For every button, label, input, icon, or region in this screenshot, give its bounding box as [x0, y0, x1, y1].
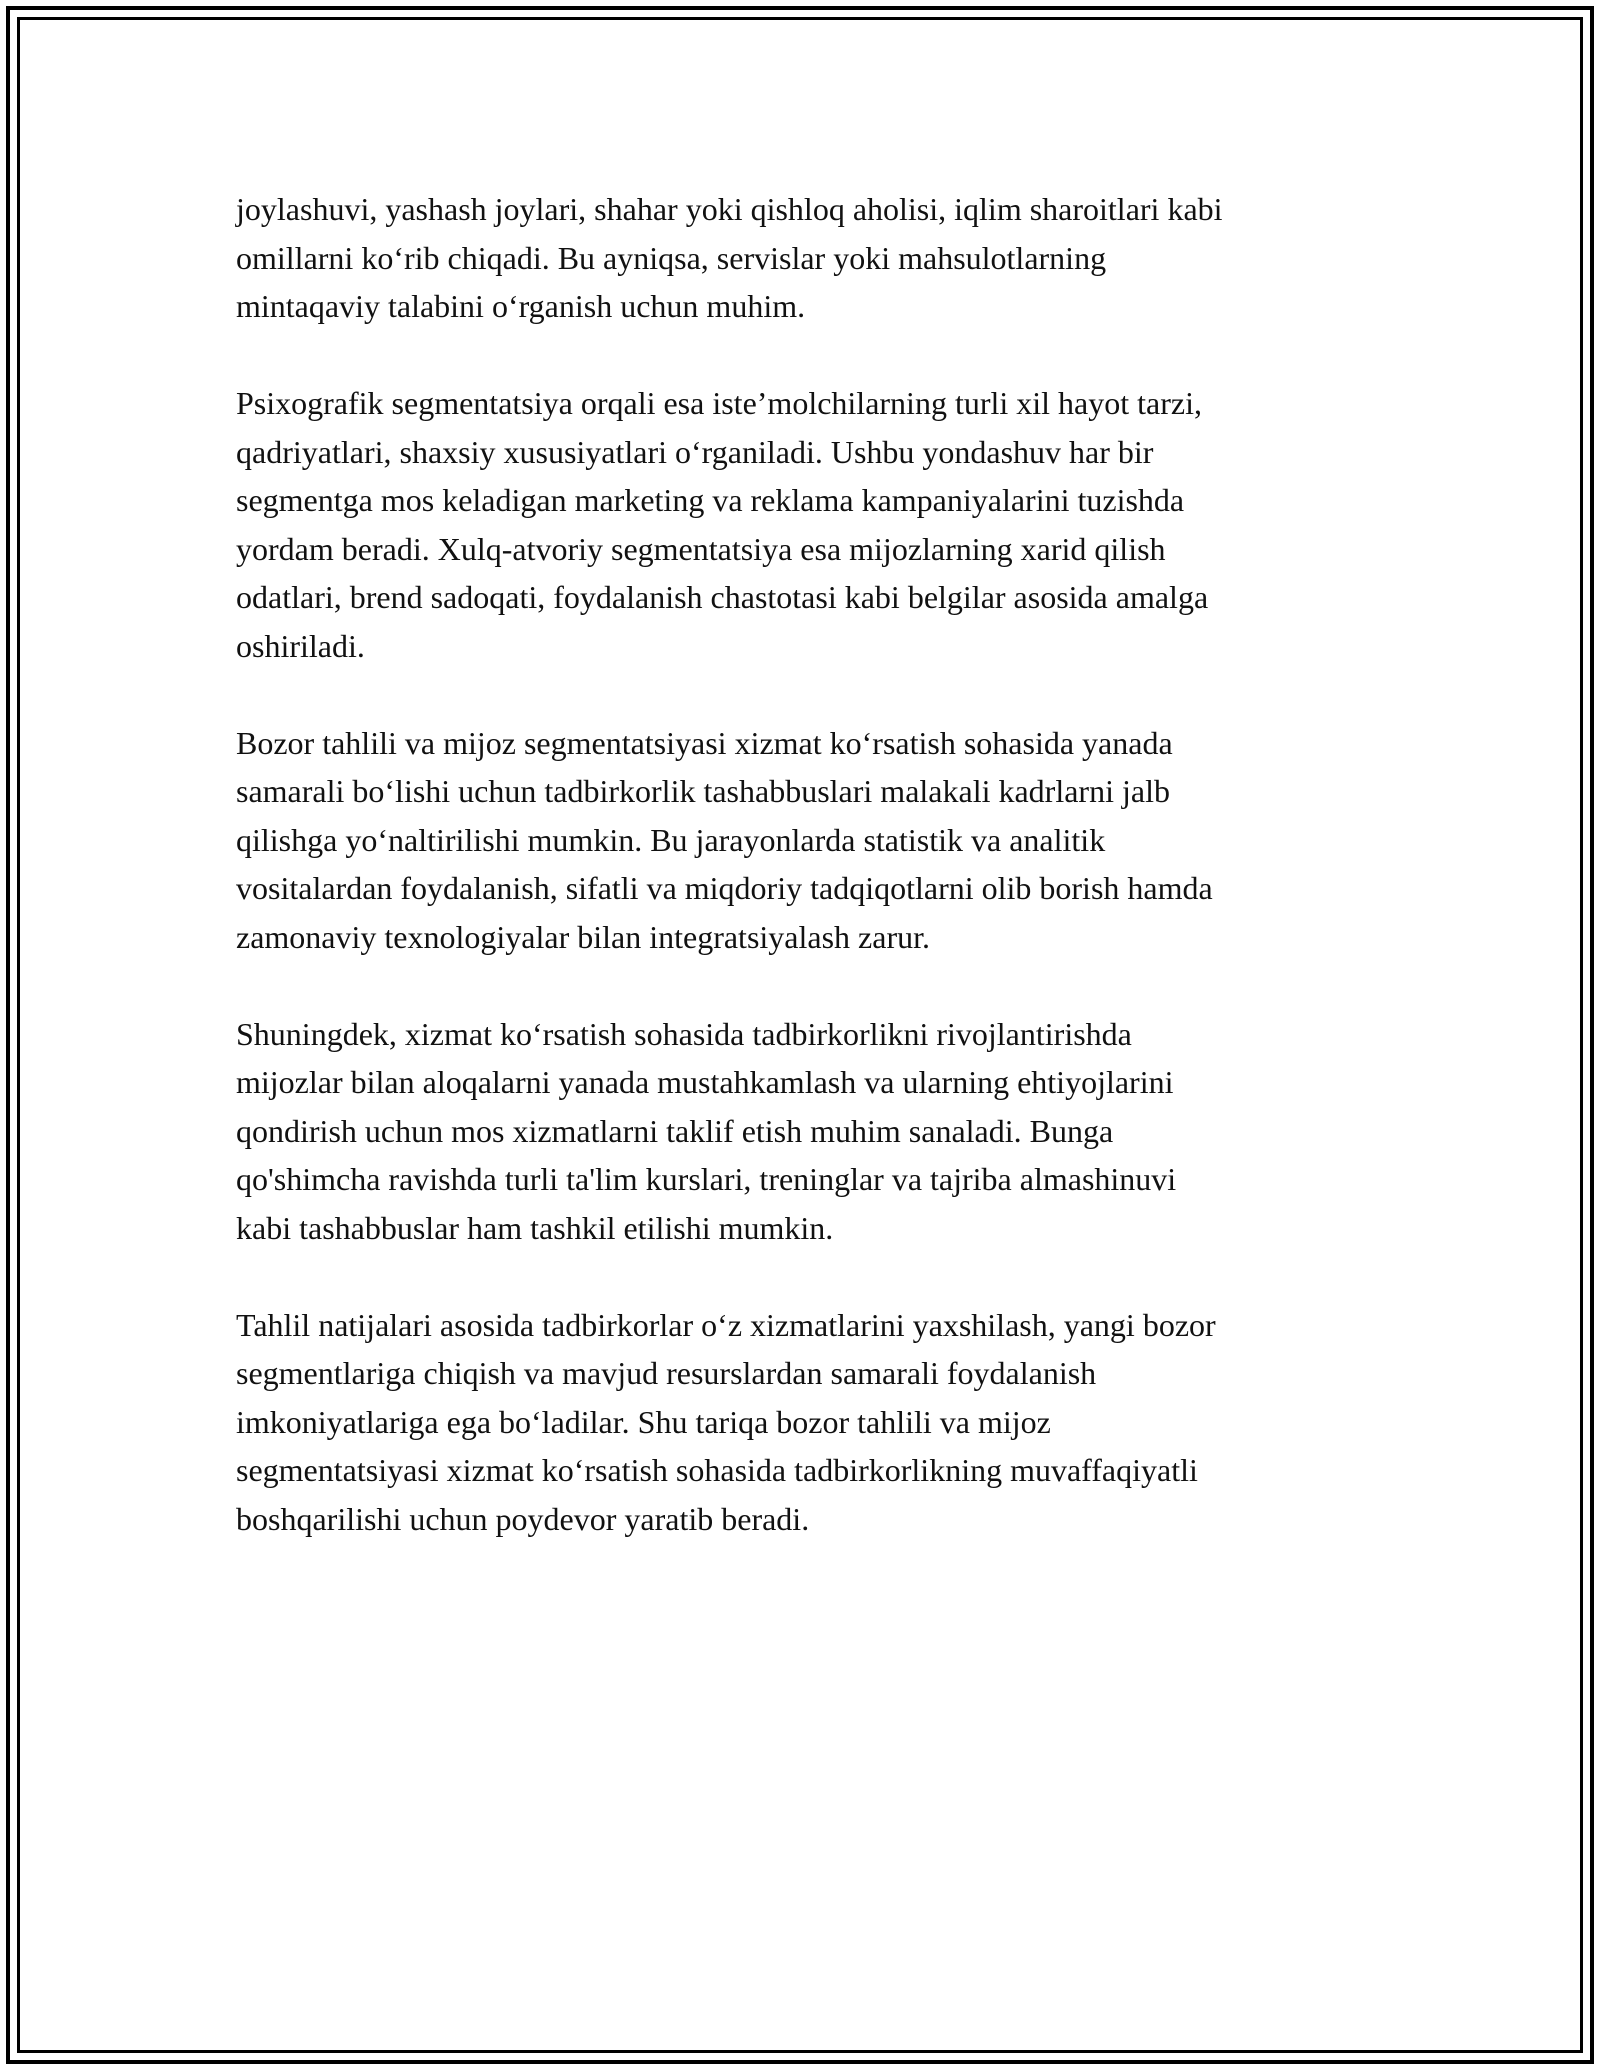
text-line: qondirish uchun mos xizmatlarni taklif etish muhim sanaladi. Bunga	[236, 1112, 1114, 1149]
text-line: Shuningdek, xizmat ko‘rsatish sohasida tadbirkorlikni rivojlantirishda	[236, 1015, 1132, 1052]
text-line: qilishga yo‘naltirilishi mumkin. Bu jarayonlarda statistik va analitik	[236, 821, 1106, 858]
text-line: Tahlil natijalari asosida tadbirkorlar o‘z xizmatlarini yaxshilash, yangi bozor	[236, 1306, 1216, 1343]
text-line: oshiriladi.	[236, 627, 365, 664]
paragraph-4	[236, 1010, 1376, 1253]
text-line: segmentatsiyasi xizmat ko‘rsatish sohasida tadbirkorlikning muvaffaqiyatli	[236, 1452, 1198, 1488]
text-line: mijozlar bilan aloqalarni yanada mustahkamlash va ularning ehtiyojlarini	[236, 1064, 1174, 1100]
text-line: samarali bo‘lishi uchun tadbirkorlik tashabbuslari malakali kadrlarni jalb	[236, 773, 1170, 809]
text-line: Psixografik segmentatsiya orqali esa iste’molchilarning turli xil hayot tarzi,	[236, 385, 1202, 421]
text-line: Bozor tahlili va mijoz segmentatsiyasi xizmat ko‘rsatish sohasida yanada	[236, 724, 1173, 761]
text-line: omillarni ko‘rib chiqadi. Bu ayniqsa, servislar yoki mahsulotlarning	[236, 239, 1107, 276]
paragraph-2	[236, 379, 1376, 670]
text-line: segmentga mos keladigan marketing va reklama kampaniyalarini tuzishda	[236, 482, 1185, 518]
text-line: qo'shimcha ravishda turli ta'lim kurslari, treninglar va tajriba almashinuvi	[236, 1161, 1177, 1197]
text-line: kabi tashabbuslar ham tashkil etilishi mumkin.	[236, 1209, 834, 1246]
paragraph-1	[236, 185, 1376, 331]
text-line: qadriyatlari, shaxsiy xususiyatlari o‘rganiladi. Ushbu yondashuv har bir	[236, 433, 1154, 470]
text-line: odatlari, brend sadoqati, foydalanish chastotasi kabi belgilar asosida amalga	[236, 579, 1209, 615]
text-line: segmentlariga chiqish va mavjud resurslardan samarali foydalanish	[236, 1355, 1097, 1391]
paragraph-5	[236, 1301, 1376, 1544]
text-line: boshqarilishi uchun poydevor yaratib beradi.	[236, 1500, 810, 1537]
text-line: joylashuvi, yashash joylari, shahar yoki qishloq aholisi, iqlim sharoitlari kabi	[236, 191, 1223, 227]
document-body	[236, 185, 1376, 1592]
paragraph-3	[236, 719, 1376, 962]
text-line: imkoniyatlariga ega bo‘ladilar. Shu tariqa bozor tahlili va mijoz	[236, 1403, 1051, 1440]
text-line: zamonaviy texnologiyalar bilan integratsiyalash zarur.	[236, 918, 930, 955]
text-line: yordam beradi. Xulq-atvoriy segmentatsiya esa mijozlarning xarid qilish	[236, 530, 1166, 567]
text-line: vositalardan foydalanish, sifatli va miqdoriy tadqiqotlarni olib borish hamda	[236, 870, 1213, 906]
text-line: mintaqaviy talabini o‘rganish uchun muhim.	[236, 288, 806, 324]
